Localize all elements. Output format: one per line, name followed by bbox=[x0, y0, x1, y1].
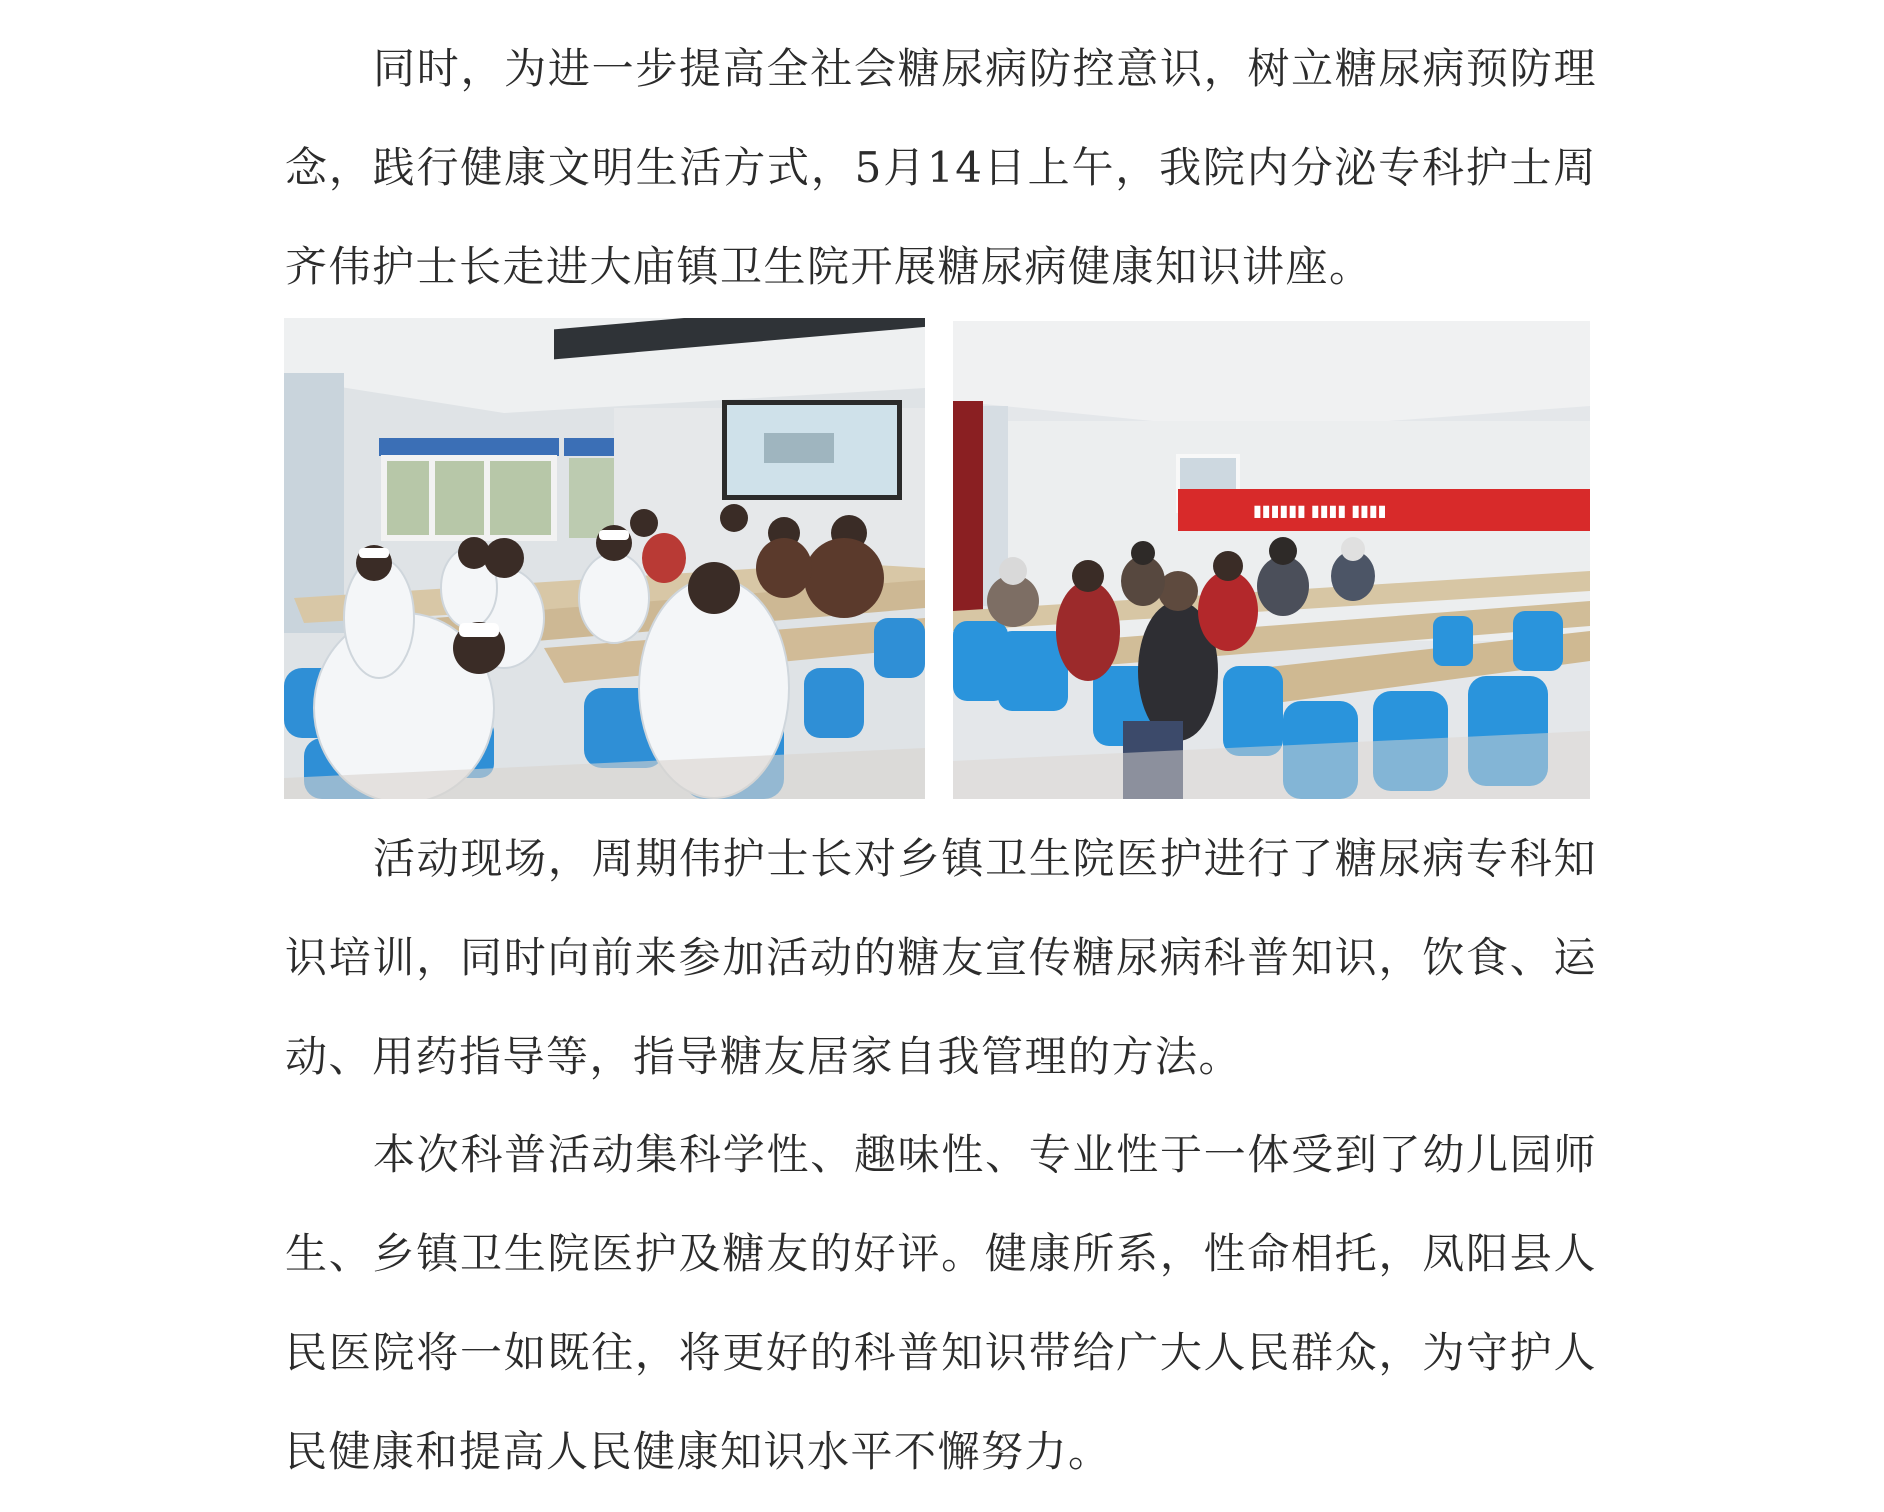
paragraph-conclusion: 本次科普活动集科学性、趣味性、专业性于一体受到了幼儿园师生、乡镇卫生院医护及糖友的好评。健康所系，性命相托，凤阳县人民医院将一如既往，将更好的科普知识带给广大人民群众，为守护人民健康和提高人民健康知识水平不懈努力。 bbox=[285, 1130, 1597, 1476]
lecture-photo-nurses bbox=[284, 318, 925, 799]
paragraph-activity: 活动现场，周期伟护士长对乡镇卫生院医护进行了糖尿病专科知识培训，同时向前来参加活动的糖友宣传糖尿病科普知识，饮食、运动、用药指导等，指导糖友居家自我管理的方法。 bbox=[285, 834, 1597, 1081]
lecture-photo-attendees bbox=[953, 321, 1590, 799]
paragraph-intro: 同时，为进一步提高全社会糖尿病防控意识，树立糖尿病预防理念，践行健康文明生活方式，5月14日上午，我院内分泌专科护士周齐伟护士长走进大庙镇卫生院开展糖尿病健康知识讲座。 bbox=[285, 44, 1597, 291]
banner-glyphs: ▮▮▮▮▮▮ ▮▮▮▮ ▮▮▮▮ bbox=[1253, 501, 1387, 520]
